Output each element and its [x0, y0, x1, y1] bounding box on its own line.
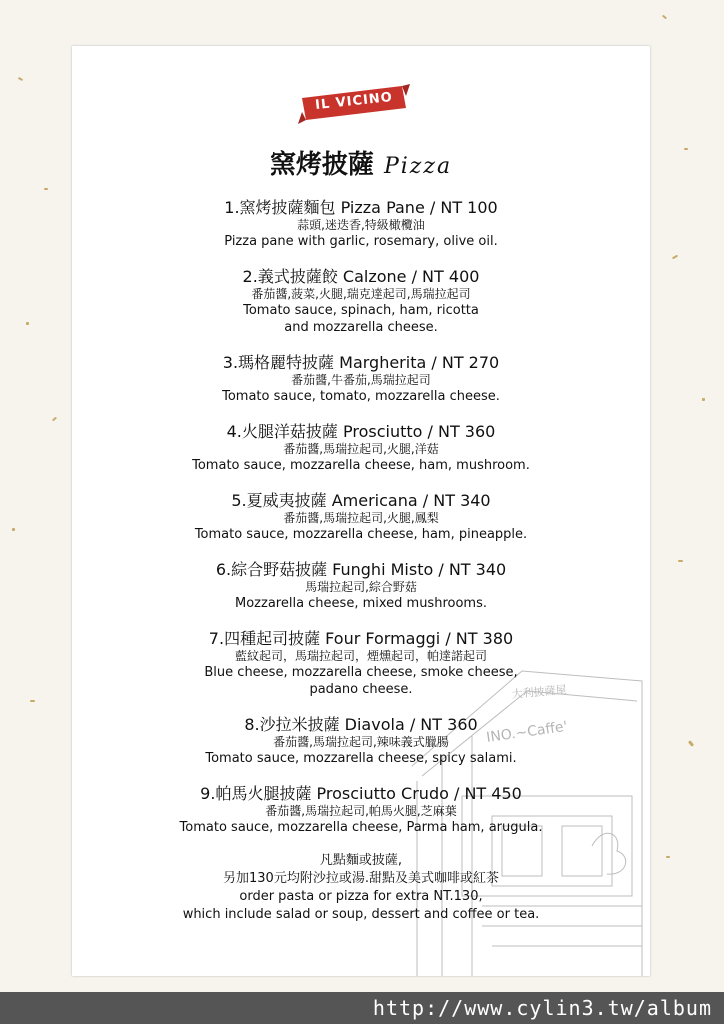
menu-item-en: Mozzarella cheese, mixed mushrooms.: [235, 596, 487, 611]
menu-item-zh: 番茄醬,馬瑞拉起司,火腿,洋菇: [283, 442, 439, 456]
menu-item-zh: 蒜頭,迷迭香,特級橄欖油: [297, 218, 425, 232]
paper-speck: [52, 417, 57, 422]
paper-speck: [30, 700, 35, 702]
paper-speck: [688, 740, 694, 747]
menu-item-title: 5.夏威夷披薩 Americana / NT 340: [231, 491, 491, 510]
menu-item-en: and mozzarella cheese.: [284, 320, 438, 335]
menu-item-en: Tomato sauce, mozzarella cheese, Parma ham, arugula.: [179, 820, 543, 835]
note-line: 另加130元均附沙拉或湯.甜點及美式咖啡或紅茶: [223, 871, 499, 886]
logo-text: IL VICINO: [314, 89, 394, 114]
menu-item-en: Tomato sauce, spinach, ham, ricotta: [243, 303, 479, 318]
menu-item: [72, 422, 650, 474]
menu-item: [72, 784, 650, 836]
menu-item-en: Pizza pane with garlic, rosemary, olive oil.: [224, 234, 498, 249]
menu-item-en: Tomato sauce, mozzarella cheese, ham, mushroom.: [192, 458, 530, 473]
menu-item: [72, 267, 650, 336]
note-line: which include salad or soup, dessert and coffee or tea.: [182, 907, 540, 922]
set-meal-note: [72, 852, 650, 924]
menu-items: [72, 198, 650, 853]
menu-item-zh: 番茄醬,馬瑞拉起司,辣味義式臘腸: [273, 735, 449, 749]
menu-item-en: Tomato sauce, tomato, mozzarella cheese.: [222, 389, 500, 404]
menu-item-title: 4.火腿洋菇披薩 Prosciutto / NT 360: [226, 422, 496, 441]
menu-item-en: Blue cheese, mozzarella cheese, smoke cheese,: [204, 665, 518, 680]
menu-item: [72, 491, 650, 543]
paper-speck: [12, 528, 15, 531]
paper-speck: [702, 398, 705, 401]
paper-speck: [662, 15, 667, 20]
title-en: Pizza: [383, 154, 453, 179]
menu-item-zh: 番茄醬,牛番茄,馬瑞拉起司: [291, 373, 431, 387]
paper-speck: [672, 255, 678, 260]
watermark-url: http://www.cylin3.tw/album: [372, 996, 712, 1020]
menu-item-zh: 番茄醬,菠菜,火腿,瑞克達起司,馬瑞拉起司: [251, 287, 471, 301]
page-title: [72, 144, 650, 181]
menu-item: [72, 198, 650, 250]
menu-card: [72, 46, 650, 976]
sketch-sign-1: 大利披薩屋: [511, 683, 568, 701]
menu-item-title: 3.瑪格麗特披薩 Margherita / NT 270: [222, 353, 500, 372]
menu-item-title: 6.綜合野菇披薩 Funghi Misto / NT 340: [215, 560, 507, 579]
sketch-sign-2: INO.~Caffe': [485, 718, 569, 746]
menu-item-title: 9.帕馬火腿披薩 Prosciutto Crudo / NT 450: [200, 784, 522, 803]
menu-item-zh: 番茄醬,馬瑞拉起司,火腿,鳳梨: [283, 511, 439, 525]
menu-item: [72, 353, 650, 405]
paper-speck: [678, 560, 683, 562]
il-vicino-logo: [298, 84, 410, 132]
menu-item-title: 8.沙拉米披薩 Diavola / NT 360: [244, 715, 478, 734]
paper-speck: [684, 148, 688, 150]
menu-item-en: Tomato sauce, mozzarella cheese, ham, pineapple.: [194, 527, 528, 542]
menu-item: [72, 715, 650, 767]
menu-item-title: 7.四種起司披薩 Four Formaggi / NT 380: [208, 629, 514, 648]
menu-item: [72, 629, 650, 698]
menu-item-en: padano cheese.: [309, 682, 413, 697]
paper-speck: [18, 77, 23, 81]
paper-speck: [44, 188, 48, 190]
menu-item-title: 2.義式披薩餃 Calzone / NT 400: [242, 267, 480, 286]
menu-item: [72, 560, 650, 612]
note-line: 凡點麵或披薩,: [319, 853, 403, 868]
menu-item-en: Tomato sauce, mozzarella cheese, spicy salami.: [205, 751, 517, 766]
watermark-bar: [0, 992, 724, 1024]
note-line: order pasta or pizza for extra NT.130,: [239, 889, 483, 904]
paper-speck: [26, 322, 29, 325]
title-zh: 窯烤披薩: [269, 150, 374, 180]
menu-item-zh: 馬瑞拉起司,綜合野菇: [305, 580, 417, 594]
paper-speck: [666, 856, 670, 858]
menu-item-title: 1.窯烤披薩麵包 Pizza Pane / NT 100: [224, 198, 498, 217]
menu-item-zh: 番茄醬,馬瑞拉起司,帕馬火腿,芝麻葉: [265, 804, 457, 818]
menu-item-zh: 藍紋起司，馬瑞拉起司，煙燻起司，帕達諾起司: [234, 649, 487, 663]
